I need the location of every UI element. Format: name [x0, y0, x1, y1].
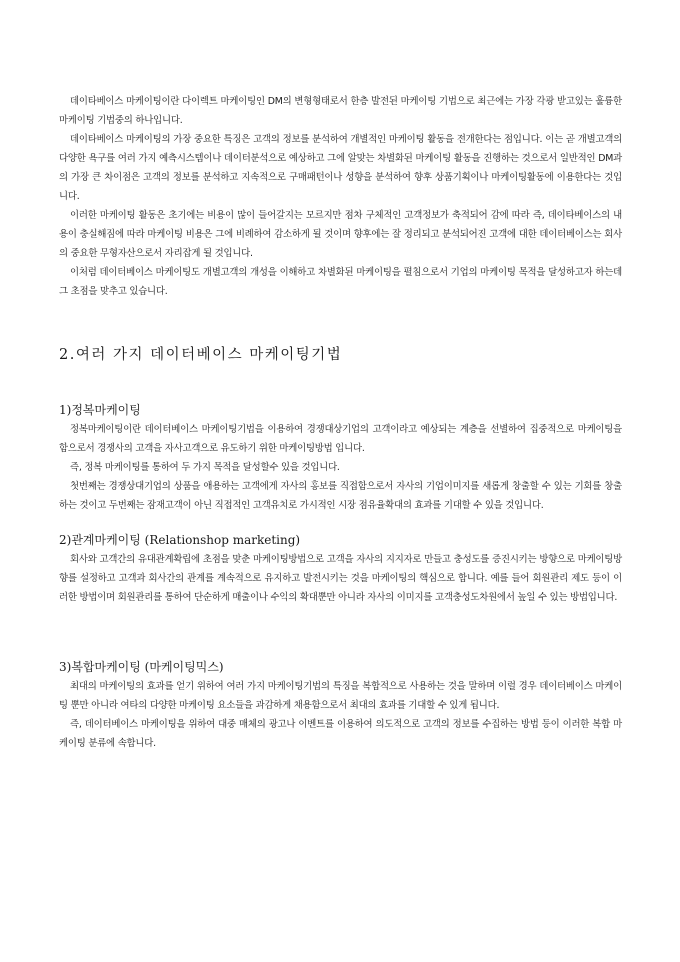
intro-paragraph-1: 데이타베이스 마케이팅이란 다이렉트 마케이팅인 DM의 변형형태로서 한층 발전된 마케이팅 기법으로 최근에는 가장 각광 받고있는 훌륭한 마케이팅 기법중의 하나입니다. — [59, 96, 622, 126]
section-paragraph: 즉, 정복 마케이팅를 통하여 두 가지 목적을 달성할수 있을 것입니다. — [70, 462, 340, 473]
section-relationship-marketing — [59, 530, 622, 607]
intro-paragraph-3: 이러한 마케이팅 활동은 초기에는 비용이 많이 들어갈지는 모르지만 점차 구체적인 고객정보가 축적되어 감에 따라 즉, 데이타베이스의 내용이 충실해짐에 따라 마케이팅 비용은 그에 비례하여 감소하게 될 것이며 향후에는 잘 정리되고 분석되어진 고객에 대한 데이터베이스는 회사의 중요한 무형자산으로서 자리잡게 될 것입니다. — [59, 210, 622, 259]
section-conquest-marketing — [59, 400, 622, 515]
intro-paragraph-2: 데이타베이스 마케이팅의 가장 중요한 특징은 고객의 정보를 분석하여 개별적인 마케이팅 활동을 전개한다는 점입니다. 이는 곧 개별고객의 다양한 욕구를 여러 가지 예측시스템이나 데이터분석으로 예상하고 그에 알맞는 차별화된 마케이팅 활동을 진행하는 것으로서 일반적인 DM과의 가장 큰 차이점은 고객의 정보를 분석하고 지속적으로 구매패턴이나 성향을 분석하여 향후 상품기획이나 마케이팅활동에 이용한다는 것입니다. — [59, 134, 622, 202]
section-paragraph: 회사와 고객간의 유대관계확립에 초점을 맞춘 마케이팅방법으로 고객을 자사의 지지자로 만들고 충성도를 증진시키는 방향으로 마케이팅방향를 설정하고 고객과 회사간의 관계를 계속적으로 유지하고 발전시키는 것을 마케이팅의 핵심으로 합니다. 예를 들어 회원관리 제도 등이 이러한 방법이며 회원관리를 통하여 단순하게 매출이나 수익의 확대뿐만 아니라 자사의 이미지를 고객충성도차원에서 높일 수 있는 방법입니다. — [59, 554, 622, 603]
section-paragraph: 즉, 데이터베이스 마케이팅을 위하여 대중 매체의 광고나 이벤트를 이용하여 의도적으로 고객의 정보를 수집하는 방법 등이 이러한 복합 마케이팅 분류에 속합니다. — [59, 719, 622, 749]
section-title: 2)관계마케이팅 (Relationshop marketing) — [59, 533, 301, 547]
section-paragraph: 최대의 마케이팅의 효과를 얻기 위하여 여러 가지 마케이팅기법의 특징을 복합적으로 사용하는 것을 말하며 이럴 경우 데이터베이스 마케이팅 뿐만 아니라 여타의 다양한 마케이팅 요소들을 과감하게 채용함으로서 최대의 효과를 기대할 수 있게 됩니다. — [59, 681, 622, 711]
intro-section — [59, 92, 622, 301]
section-title: 1)정복마케이팅 — [59, 403, 141, 417]
section-title: 3)복합마케이팅 (마케이팅믹스) — [59, 660, 224, 674]
intro-paragraph-4: 이처럼 데이터베이스 마케이팅도 개별고객의 개성을 이해하고 차별화된 마케이팅을 펼침으로서 기업의 마케이팅 목적을 달성하고자 하는데 그 초점을 맞추고 있습니다. — [59, 267, 622, 297]
section-paragraph: 정복마케이팅이란 데이터베이스 마케이팅기법을 이용하여 경쟁대상기업의 고객이라고 예상되는 계층을 선별하여 집중적으로 마케이팅을 함으로서 경쟁사의 고객을 자사고객으로 유도하기 위한 마케이팅방법 입니다. — [59, 424, 622, 454]
section-paragraph: 첫번째는 경쟁상대기업의 상품을 애용하는 고객에게 자사의 홍보를 직접함으로서 자사의 기업이미지를 새롭게 창출할 수 있는 기회를 창출하는 것이고 두번째는 잠재고객이 아닌 직접적인 고객유치로 가시적인 시장 점유율확대의 효과를 기대할 수 있을 것입니다. — [59, 481, 622, 511]
main-heading: 2.여러 가지 데이터베이스 마케이팅기법 — [59, 347, 343, 363]
section-composite-marketing — [59, 657, 622, 753]
